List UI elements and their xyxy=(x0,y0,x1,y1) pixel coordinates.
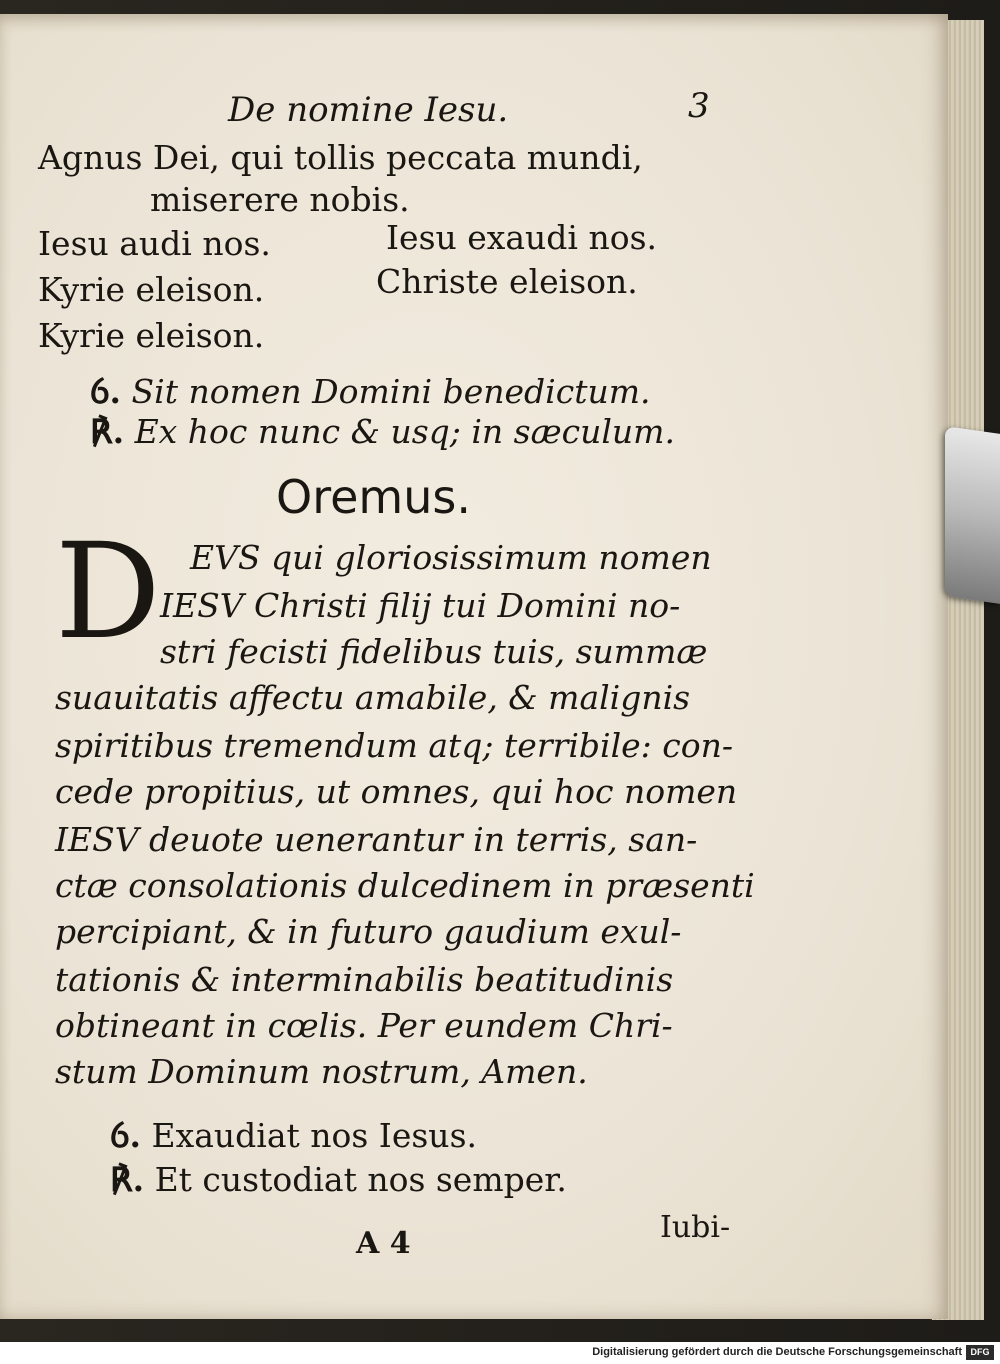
response-2-text: Et custodiat nos semper. xyxy=(154,1160,567,1199)
prayer-line: tationis & interminabilis beatitudinis xyxy=(55,960,674,999)
versicle-2-text: Exaudiat nos Iesus. xyxy=(151,1116,477,1155)
prayer-line: EVS qui gloriosissimum nomen xyxy=(190,538,712,577)
versicle-symbol: ỽ. xyxy=(110,1116,142,1155)
prayer-line: suauitatis affectu amabile, & malignis xyxy=(55,678,691,717)
prayer-line: spiritibus tremendum atq; terribile: con- xyxy=(55,726,734,765)
footer-credit: Digitalisierung gefördert durch die Deutsche Forschungsgemeinschaft xyxy=(592,1346,962,1358)
prayer-heading: Oremus. xyxy=(276,470,471,524)
response-1-text: Ex hoc nunc & usq; in sæculum. xyxy=(134,412,675,451)
prayer-line: cede propitius, ut omnes, qui hoc nomen xyxy=(55,772,738,811)
versicle-1-text: Sit nomen Domini benedictum. xyxy=(131,372,651,411)
litany-audi-right: Iesu exaudi nos. xyxy=(386,218,658,257)
book-page xyxy=(0,14,948,1319)
prayer-line: obtineant in cœlis. Per eundem Chri- xyxy=(55,1006,673,1045)
prayer-line: IESV deuote uenerantur in terris, san- xyxy=(55,820,698,859)
response-2 xyxy=(110,1160,567,1199)
dfg-logo-icon: DFG xyxy=(966,1345,994,1360)
litany-agnus-line2: miserere nobis. xyxy=(150,180,410,219)
catchword: Iubi- xyxy=(660,1210,731,1245)
prayer-line: stum Dominum nostrum, Amen. xyxy=(55,1052,588,1091)
litany-christe-right: Christe eleison. xyxy=(376,262,638,301)
versicle-2 xyxy=(110,1112,477,1157)
response-symbol: ℟. xyxy=(110,1160,145,1199)
litany-audi-left: Iesu audi nos. xyxy=(38,224,271,263)
prayer-line: percipiant, & in futuro gaudium exul- xyxy=(55,912,682,951)
prayer-line: IESV Christi filij tui Domini no- xyxy=(160,586,681,625)
litany-agnus-line1: Agnus Dei, qui tollis peccata mundi, xyxy=(38,138,643,177)
drop-cap: D xyxy=(55,515,161,669)
response-1 xyxy=(90,412,675,451)
response-symbol: ℟. xyxy=(90,412,125,451)
litany-kyrie-left: Kyrie eleison. xyxy=(38,270,265,309)
prayer-line: stri fecisti fidelibus tuis, summæ xyxy=(160,632,708,671)
signature-mark: A 4 xyxy=(356,1226,411,1261)
litany-kyrie-final: Kyrie eleison. xyxy=(38,316,265,355)
page-number: 3 xyxy=(688,86,710,126)
versicle-symbol: ỽ. xyxy=(90,372,122,411)
prayer-line: ctæ consolationis dulcedinem in præsenti xyxy=(55,866,755,905)
running-title: De nomine Iesu. xyxy=(228,90,509,130)
bookmark-tab xyxy=(945,426,1000,604)
versicle-1 xyxy=(90,368,651,413)
